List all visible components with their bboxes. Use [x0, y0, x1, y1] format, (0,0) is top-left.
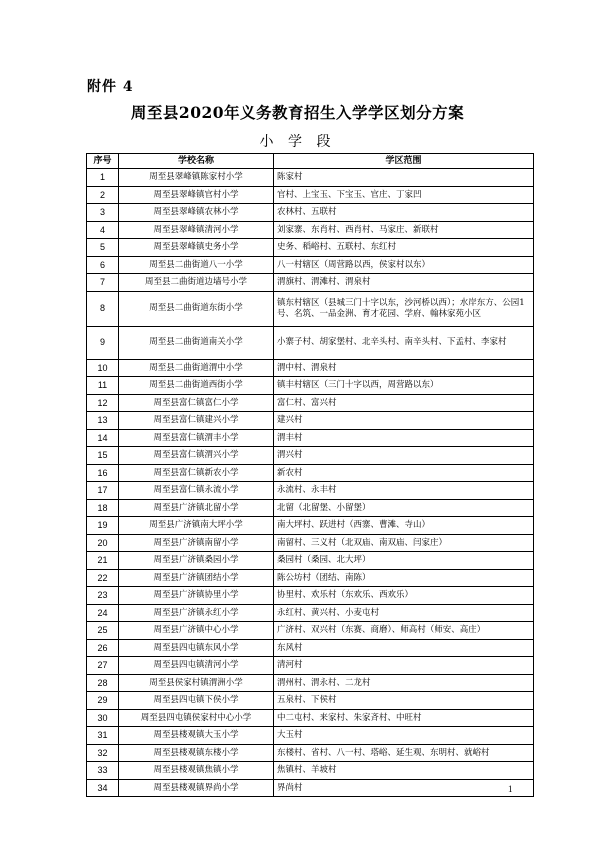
district-area-cell: 新农村 — [274, 464, 534, 482]
table-row — [87, 744, 534, 762]
district-area-cell: 中二屯村、来家村、朱家斉村、中旺村 — [274, 709, 534, 727]
table-row — [87, 534, 534, 552]
table-row — [87, 169, 534, 187]
row-number-cell: 3 — [87, 204, 119, 222]
district-area-cell: 南大坪村、跃进村（西寨、曹滩、寺山） — [274, 517, 534, 535]
table-row — [87, 552, 534, 570]
district-area-cell: 农林村、五联村 — [274, 204, 534, 222]
table-header-row — [87, 154, 534, 169]
table-row — [87, 762, 534, 780]
school-name-cell: 周至县二曲街道南关小学 — [119, 326, 274, 359]
table-row — [87, 482, 534, 500]
school-name-cell: 周至县广济镇桑园小学 — [119, 552, 274, 570]
row-number-cell: 20 — [87, 534, 119, 552]
row-number-cell: 14 — [87, 429, 119, 447]
district-area-cell: 渭旗村、渭滩村、渭泉村 — [274, 274, 534, 292]
table-row — [87, 639, 534, 657]
table-row — [87, 622, 534, 640]
row-number-cell: 6 — [87, 256, 119, 274]
row-number-cell: 31 — [87, 727, 119, 745]
school-name-cell: 周至县富仁镇建兴小学 — [119, 412, 274, 430]
column-header-area: 学区范围 — [274, 154, 534, 169]
row-number-cell: 27 — [87, 657, 119, 675]
school-name-cell: 周至县富仁镇富仁小学 — [119, 394, 274, 412]
row-number-cell: 7 — [87, 274, 119, 292]
district-area-cell: 东楼村、省村、八一村、塔峪、延生观、东明村、就峪村 — [274, 744, 534, 762]
table-row — [87, 221, 534, 239]
row-number-cell: 9 — [87, 326, 119, 359]
district-area-cell: 渭中村、渭泉村 — [274, 359, 534, 377]
column-header-number: 序号 — [87, 154, 119, 169]
school-name-cell: 周至县楼观镇焦镇小学 — [119, 762, 274, 780]
district-area-cell: 大玉村 — [274, 727, 534, 745]
table-row — [87, 464, 534, 482]
school-name-cell: 周至县二曲街道八一小学 — [119, 256, 274, 274]
document-title: 周至县2020年义务教育招生入学学区划分方案 — [130, 103, 465, 122]
district-area-cell: 南留村、三义村（北双庙、南双庙、闫家庄） — [274, 534, 534, 552]
row-number-cell: 8 — [87, 291, 119, 326]
row-number-cell: 24 — [87, 604, 119, 622]
table-row — [87, 709, 534, 727]
district-area-cell: 北留（北留堡、小留堡） — [274, 499, 534, 517]
table-row — [87, 657, 534, 675]
school-name-cell: 周至县富仁镇渭丰小学 — [119, 429, 274, 447]
district-area-cell: 永流村、永丰村 — [274, 482, 534, 500]
table-row — [87, 429, 534, 447]
section-heading: 小 学 段 — [259, 134, 336, 150]
table-row — [87, 727, 534, 745]
district-area-cell: 渭丰村 — [274, 429, 534, 447]
row-number-cell: 13 — [87, 412, 119, 430]
row-number-cell: 15 — [87, 447, 119, 465]
table-row — [87, 291, 534, 326]
school-name-cell: 周至县广济镇协里小学 — [119, 587, 274, 605]
row-number-cell: 18 — [87, 499, 119, 517]
district-area-cell: 八一村辖区（周营路以西，侯家村以东） — [274, 256, 534, 274]
district-area-cell: 焦镇村、羊坡村 — [274, 762, 534, 780]
table-row — [87, 604, 534, 622]
row-number-cell: 11 — [87, 377, 119, 395]
row-number-cell: 21 — [87, 552, 119, 570]
row-number-cell: 34 — [87, 779, 119, 797]
row-number-cell: 25 — [87, 622, 119, 640]
district-area-cell: 镇东村辖区（县城三门十字以东，沙河桥以西）；水岸东方、公园1号、名筑、一品金洲、育才花园、学府、翰林家苑小区 — [274, 291, 534, 326]
district-area-cell: 五泉村、下侯村 — [274, 692, 534, 710]
table-row — [87, 326, 534, 359]
table-row — [87, 412, 534, 430]
table-row — [87, 517, 534, 535]
row-number-cell: 19 — [87, 517, 119, 535]
district-area-cell: 清河村 — [274, 657, 534, 675]
row-number-cell: 12 — [87, 394, 119, 412]
page-number: 1 — [508, 784, 513, 794]
table-row — [87, 239, 534, 257]
school-name-cell: 周至县广济镇团结小学 — [119, 569, 274, 587]
row-number-cell: 4 — [87, 221, 119, 239]
table-row — [87, 692, 534, 710]
school-name-cell: 周至县翠峰镇史务小学 — [119, 239, 274, 257]
district-area-cell: 永红村、黄兴村、小麦屯村 — [274, 604, 534, 622]
school-name-cell: 周至县四屯镇东风小学 — [119, 639, 274, 657]
district-area-cell: 富仁村、富兴村 — [274, 394, 534, 412]
table-row — [87, 274, 534, 292]
row-number-cell: 26 — [87, 639, 119, 657]
district-area-cell: 镇丰村辖区（三门十字以西，周营路以东） — [274, 377, 534, 395]
row-number-cell: 22 — [87, 569, 119, 587]
district-area-cell: 渭州村、渭永村、二龙村 — [274, 674, 534, 692]
school-name-cell: 周至县二曲街道渭中小学 — [119, 359, 274, 377]
row-number-cell: 1 — [87, 169, 119, 187]
row-number-cell: 16 — [87, 464, 119, 482]
table-row — [87, 674, 534, 692]
table-row — [87, 204, 534, 222]
district-area-cell: 陈公坊村（团结、南陈） — [274, 569, 534, 587]
district-area-cell: 广济村、双兴村（东赛、商磨）、师高村（师安、高庄） — [274, 622, 534, 640]
row-number-cell: 33 — [87, 762, 119, 780]
column-header-school: 学校名称 — [119, 154, 274, 169]
school-name-cell: 周至县二曲街道西街小学 — [119, 377, 274, 395]
table-row — [87, 359, 534, 377]
district-area-cell: 史务、稻峪村、五联村、东红村 — [274, 239, 534, 257]
row-number-cell: 32 — [87, 744, 119, 762]
school-name-cell: 周至县四屯镇清河小学 — [119, 657, 274, 675]
school-name-cell: 周至县二曲街道东街小学 — [119, 291, 274, 326]
school-name-cell: 周至县侯家村镇渭洲小学 — [119, 674, 274, 692]
school-name-cell: 周至县富仁镇新农小学 — [119, 464, 274, 482]
row-number-cell: 28 — [87, 674, 119, 692]
row-number-cell: 30 — [87, 709, 119, 727]
row-number-cell: 29 — [87, 692, 119, 710]
row-number-cell: 10 — [87, 359, 119, 377]
district-area-cell: 陈家村 — [274, 169, 534, 187]
school-name-cell: 周至县广济镇永红小学 — [119, 604, 274, 622]
row-number-cell: 23 — [87, 587, 119, 605]
school-name-cell: 周至县翠峰镇陈家村小学 — [119, 169, 274, 187]
school-name-cell: 周至县四屯镇下侯小学 — [119, 692, 274, 710]
table-row — [87, 779, 534, 797]
table-row — [87, 186, 534, 204]
school-name-cell: 周至县翠峰镇清河小学 — [119, 221, 274, 239]
school-name-cell: 周至县富仁镇永流小学 — [119, 482, 274, 500]
district-area-cell: 刘家寨、东肖村、西肖村、马家庄、新联村 — [274, 221, 534, 239]
school-name-cell: 周至县二曲街道边墙号小学 — [119, 274, 274, 292]
district-area-cell: 小寨子村、胡家堡村、北辛头村、南辛头村、下孟村、李家村 — [274, 326, 534, 359]
school-name-cell: 周至县富仁镇渭兴小学 — [119, 447, 274, 465]
table-row — [87, 569, 534, 587]
district-area-cell: 协里村、欢乐村（东欢乐、西欢乐） — [274, 587, 534, 605]
table-row — [87, 587, 534, 605]
school-name-cell: 周至县翠峰镇农林小学 — [119, 204, 274, 222]
school-name-cell: 周至县广济镇中心小学 — [119, 622, 274, 640]
school-name-cell: 周至县楼观镇界尚小学 — [119, 779, 274, 797]
row-number-cell: 2 — [87, 186, 119, 204]
district-area-cell: 界尚村 — [274, 779, 534, 797]
table-row — [87, 499, 534, 517]
school-name-cell: 周至县广济镇南大坪小学 — [119, 517, 274, 535]
school-name-cell: 周至县翠峰镇官村小学 — [119, 186, 274, 204]
district-area-cell: 渭兴村 — [274, 447, 534, 465]
district-area-cell: 建兴村 — [274, 412, 534, 430]
school-district-table — [86, 153, 534, 797]
table-row — [87, 377, 534, 395]
table-row — [87, 394, 534, 412]
row-number-cell: 17 — [87, 482, 119, 500]
school-name-cell: 周至县广济镇北留小学 — [119, 499, 274, 517]
district-area-cell: 官村、上宝玉、下宝玉、官庄、丁家凹 — [274, 186, 534, 204]
school-name-cell: 周至县广济镇南留小学 — [119, 534, 274, 552]
school-name-cell: 周至县楼观镇东楼小学 — [119, 744, 274, 762]
table-row — [87, 447, 534, 465]
school-name-cell: 周至县楼观镇大玉小学 — [119, 727, 274, 745]
attachment-label: 附件 4 — [87, 79, 134, 95]
row-number-cell: 5 — [87, 239, 119, 257]
district-area-cell: 东风村 — [274, 639, 534, 657]
table-row — [87, 256, 534, 274]
district-area-cell: 桑园村（桑园、北大坪） — [274, 552, 534, 570]
school-name-cell: 周至县四屯镇侯家村中心小学 — [119, 709, 274, 727]
